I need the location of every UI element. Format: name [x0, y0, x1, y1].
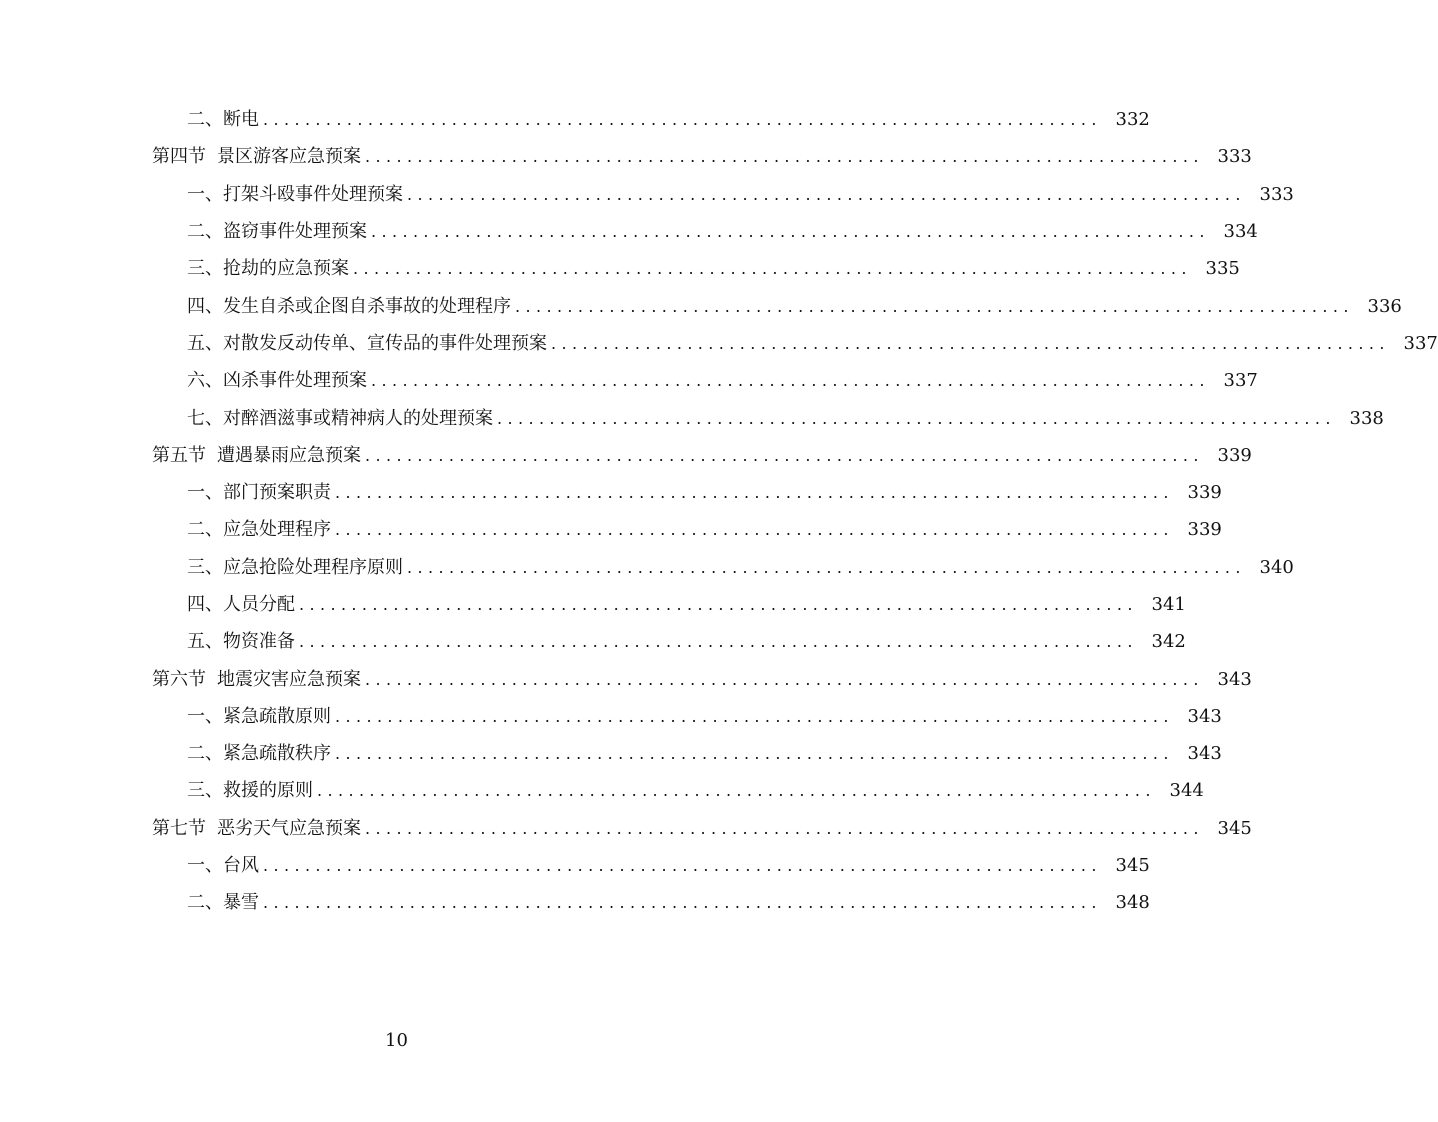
toc-entry-number: 四、: [187, 594, 223, 615]
toc-entry-label: 应急处理程序: [223, 519, 331, 541]
toc-entry-title: [187, 176, 403, 213]
toc-entry[interactable]: [0, 772, 1204, 809]
toc-entry-number: 三、: [187, 258, 223, 280]
toc-entry-number: 四、: [187, 295, 223, 317]
toc-entry-title: [187, 362, 367, 399]
toc-entry-page: 340: [1259, 556, 1294, 578]
table-of-contents: [0, 101, 1438, 922]
toc-entry[interactable]: [0, 176, 1294, 213]
toc-entry-title: [152, 138, 361, 175]
dot-leader: ................................................................................: [335, 744, 1174, 764]
dot-leader: ................................................................................: [263, 856, 1102, 876]
toc-entry-page: 345: [1115, 855, 1150, 877]
toc-entry-label: 打架斗殴事件处理预案: [223, 183, 403, 205]
dot-leader: ................................................................................: [335, 706, 1174, 726]
toc-entry-title: [187, 101, 259, 138]
toc-entry-number: 第四节: [152, 146, 206, 168]
toc-entry-number: 一、: [187, 183, 223, 205]
toc-entry-number: 第六节: [152, 668, 206, 690]
toc-entry[interactable]: [0, 138, 1252, 175]
toc-entry-title: [187, 884, 259, 921]
toc-entry-label: 物资准备: [223, 631, 295, 653]
toc-entry[interactable]: [0, 101, 1150, 138]
dot-leader: ................................................................................: [515, 296, 1354, 316]
toc-entry[interactable]: [0, 847, 1150, 884]
toc-entry-label: 抢劫的应急预案: [223, 258, 349, 280]
toc-entry-label: 盗窃事件处理预案: [223, 221, 367, 243]
toc-entry-page: 337: [1223, 370, 1258, 392]
page-number: 10: [385, 1030, 408, 1051]
dot-leader: ................................................................................: [353, 259, 1192, 279]
toc-entry-number: 二、: [187, 221, 223, 243]
toc-entry-label: 景区游客应急预案: [217, 146, 361, 168]
dot-leader: ................................................................................: [263, 893, 1102, 913]
toc-entry-page: 334: [1223, 221, 1258, 243]
dot-leader: ................................................................................: [335, 483, 1174, 503]
dot-leader: ................................................................................: [365, 147, 1204, 167]
toc-entry-page: 345: [1217, 817, 1252, 839]
toc-entry-label: 救援的原则: [223, 780, 313, 802]
toc-entry-number: 二、: [187, 892, 223, 914]
dot-leader: ................................................................................: [317, 781, 1156, 801]
dot-leader: ................................................................................: [335, 520, 1174, 540]
dot-leader: ................................................................................: [263, 110, 1102, 130]
toc-entry-number: 一、: [187, 482, 223, 504]
toc-entry-page: 343: [1187, 743, 1222, 765]
toc-entry-page: 339: [1187, 482, 1222, 504]
toc-entry[interactable]: [0, 399, 1384, 436]
toc-entry-label: 紧急疏散秩序: [223, 743, 331, 765]
toc-entry-title: [187, 586, 295, 623]
toc-entry-title: [187, 698, 331, 735]
dot-leader: ................................................................................: [365, 669, 1204, 689]
toc-entry-label: 恶劣天气应急预案: [217, 817, 361, 839]
toc-entry-title: [187, 772, 313, 809]
toc-entry-title: [187, 325, 547, 362]
toc-entry[interactable]: [0, 474, 1222, 511]
toc-entry-page: 343: [1187, 705, 1222, 727]
toc-entry-number: 五、: [187, 332, 223, 354]
toc-entry-label: 暴雪: [223, 892, 259, 914]
toc-entry-number: 五、: [187, 631, 223, 653]
toc-entry-title: [187, 213, 367, 250]
toc-entry-label: 应急抢险处理程序原则: [223, 556, 403, 578]
dot-leader: ................................................................................: [365, 445, 1204, 465]
dot-leader: ................................................................................: [299, 632, 1138, 652]
toc-entry-label: 地震灾害应急预案: [217, 668, 361, 690]
toc-entry-number: 三、: [187, 780, 223, 802]
toc-entry-number: 一、: [187, 855, 223, 877]
toc-entry-label: 对散发反动传单、宣传品的事件处理预案: [223, 332, 547, 354]
toc-entry-label: 台风: [223, 855, 259, 877]
toc-entry[interactable]: [0, 623, 1186, 660]
toc-entry[interactable]: [0, 698, 1222, 735]
toc-entry[interactable]: [0, 325, 1438, 362]
dot-leader: ................................................................................: [407, 557, 1246, 577]
toc-entry-number: 二、: [187, 519, 223, 541]
toc-entry-title: [187, 400, 493, 437]
toc-entry-page: 344: [1169, 780, 1204, 802]
toc-entry-page: 339: [1187, 519, 1222, 541]
toc-entry-page: 343: [1217, 668, 1252, 690]
toc-entry-label: 发生自杀或企图自杀事故的处理程序: [223, 295, 511, 317]
toc-entry-label: 对醉酒滋事或精神病人的处理预案: [223, 407, 493, 429]
toc-entry[interactable]: [0, 250, 1240, 287]
toc-entry-number: 六、: [187, 370, 223, 392]
dot-leader: ................................................................................: [407, 184, 1246, 204]
toc-entry[interactable]: [0, 660, 1252, 697]
toc-entry[interactable]: [0, 884, 1150, 921]
toc-entry-label: 断电: [223, 109, 259, 131]
toc-entry-number: 三、: [187, 556, 223, 578]
toc-entry-label: 紧急疏散原则: [223, 705, 331, 727]
toc-entry-page: 341: [1151, 594, 1186, 615]
toc-entry-page: 336: [1367, 295, 1402, 317]
toc-entry-number: 二、: [187, 109, 223, 131]
toc-entry[interactable]: [0, 549, 1294, 586]
toc-entry-title: [187, 549, 403, 586]
toc-entry-page: 333: [1259, 183, 1294, 205]
toc-entry-number: 第七节: [152, 817, 206, 839]
toc-entry-title: [187, 474, 331, 511]
dot-leader: ................................................................................: [497, 408, 1336, 428]
toc-entry-page: 333: [1217, 146, 1252, 168]
toc-entry-label: 凶杀事件处理预案: [223, 370, 367, 392]
toc-entry-page: 338: [1349, 407, 1384, 429]
toc-entry-title: [152, 437, 361, 474]
dot-leader: ................................................................................: [371, 371, 1210, 391]
toc-entry[interactable]: [0, 735, 1222, 772]
toc-entry-title: [152, 661, 361, 698]
toc-entry-title: [187, 250, 349, 287]
toc-entry[interactable]: [0, 362, 1258, 399]
toc-entry-page: 342: [1151, 631, 1186, 653]
toc-entry-page: 337: [1403, 332, 1438, 354]
toc-entry[interactable]: [0, 810, 1252, 847]
toc-entry-label: 遭遇暴雨应急预案: [217, 444, 361, 466]
toc-entry-page: 335: [1205, 258, 1240, 280]
toc-entry[interactable]: [0, 213, 1258, 250]
dot-leader: ................................................................................: [551, 333, 1390, 353]
toc-entry[interactable]: [0, 511, 1222, 548]
toc-entry-page: 332: [1115, 109, 1150, 131]
toc-entry-number: 第五节: [152, 444, 206, 466]
toc-entry-title: [187, 288, 511, 325]
toc-entry-title: [187, 511, 331, 548]
toc-entry[interactable]: [0, 586, 1186, 623]
toc-entry[interactable]: [0, 437, 1252, 474]
toc-entry[interactable]: [0, 287, 1402, 324]
toc-entry-title: [187, 847, 259, 884]
toc-entry-number: 一、: [187, 705, 223, 727]
dot-leader: ................................................................................: [365, 818, 1204, 838]
toc-entry-label: 人员分配: [223, 594, 295, 615]
toc-entry-page: 348: [1115, 892, 1150, 914]
toc-entry-title: [187, 623, 295, 660]
toc-entry-number: 七、: [187, 407, 223, 429]
toc-entry-number: 二、: [187, 743, 223, 765]
toc-entry-label: 部门预案职责: [223, 482, 331, 504]
dot-leader: ................................................................................: [299, 595, 1138, 614]
dot-leader: ................................................................................: [371, 222, 1210, 242]
toc-entry-title: [152, 810, 361, 847]
toc-entry-title: [187, 735, 331, 772]
toc-entry-page: 339: [1217, 444, 1252, 466]
